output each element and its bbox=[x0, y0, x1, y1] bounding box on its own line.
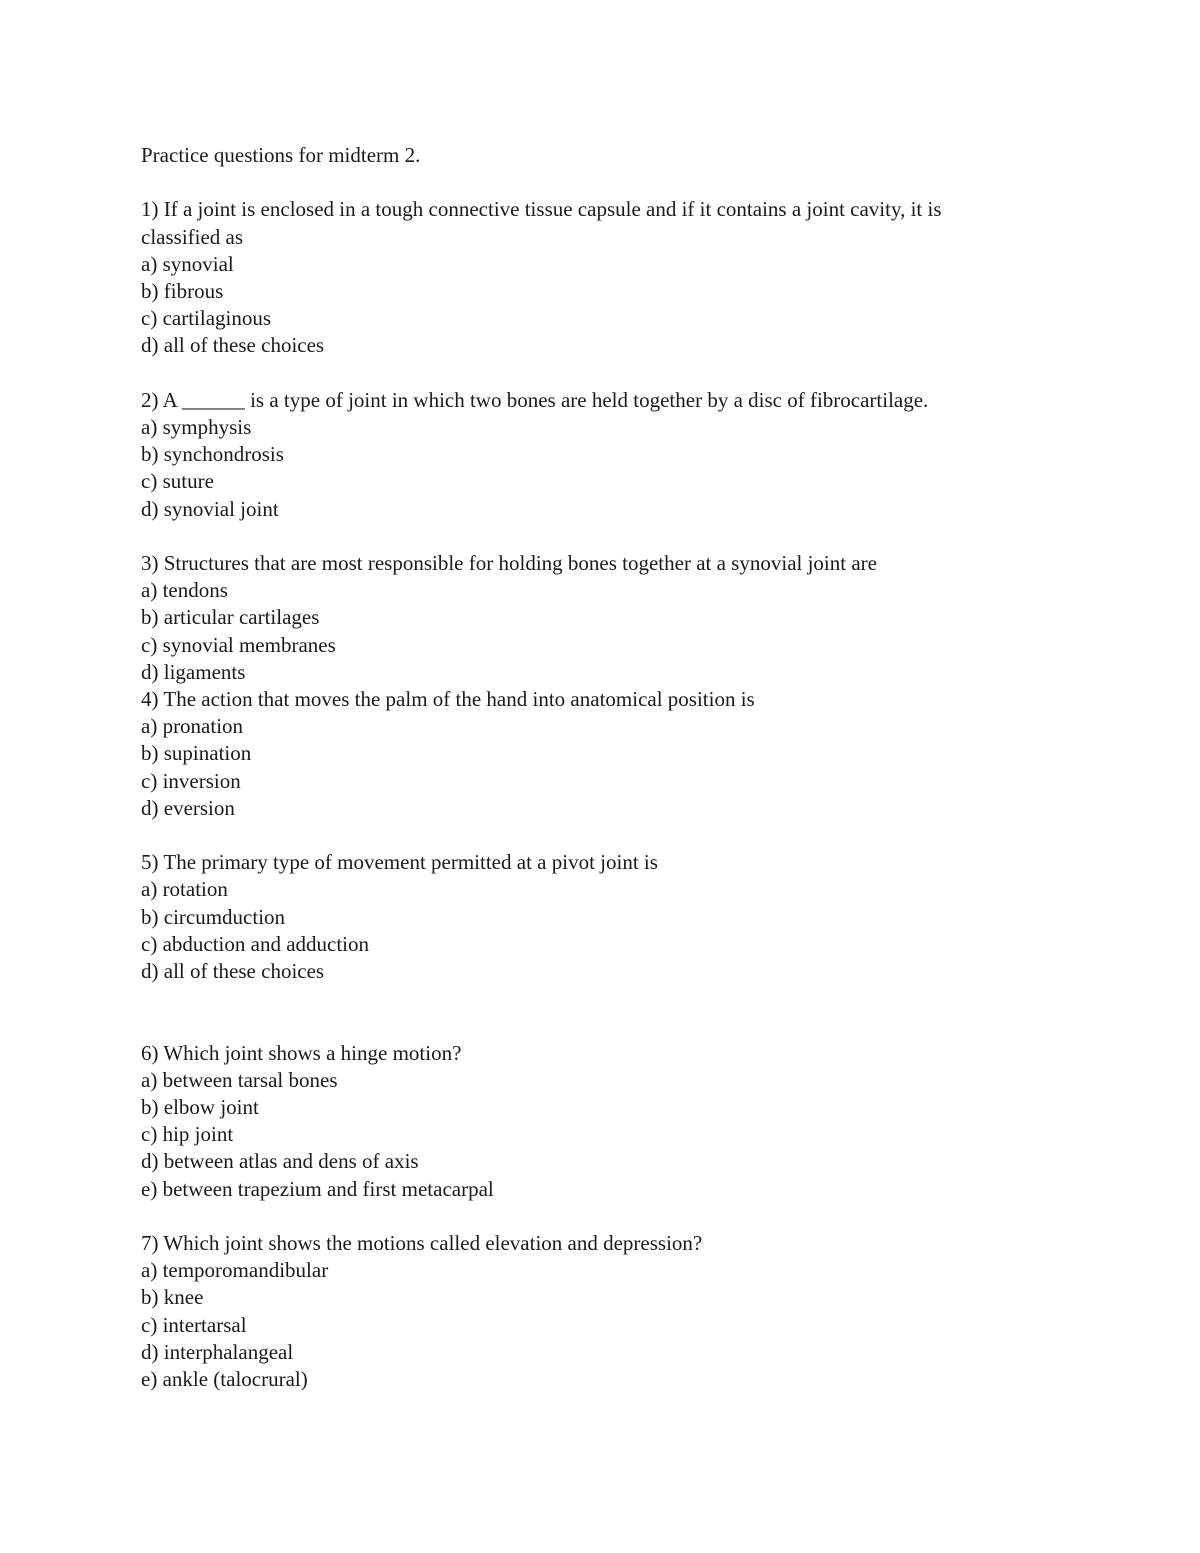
answer-option: c) abduction and adduction bbox=[141, 931, 370, 956]
answer-option: d) synovial joint bbox=[141, 496, 279, 521]
question-stem: 7) Which joint shows the motions called elevation and depression? bbox=[141, 1231, 703, 1256]
question-4 bbox=[141, 686, 1061, 822]
question-stem: 4) The action that moves the palm of the hand into anatomical position is bbox=[141, 687, 755, 712]
page-title: Practice questions for midterm 2. bbox=[141, 143, 421, 167]
question-6 bbox=[141, 1040, 1061, 1203]
answer-option: c) cartilaginous bbox=[141, 306, 272, 331]
answer-option: a) rotation bbox=[141, 877, 228, 902]
question-1 bbox=[141, 196, 1061, 359]
answer-option: b) fibrous bbox=[141, 279, 224, 303]
answer-option: c) intertarsal bbox=[141, 1312, 247, 1337]
question-stem-continued: classified as bbox=[141, 224, 244, 249]
question-stem: 6) Which joint shows a hinge motion? bbox=[141, 1040, 462, 1065]
answer-option: c) hip joint bbox=[141, 1122, 234, 1147]
answer-option: b) circumduction bbox=[141, 904, 286, 929]
answer-option: b) supination bbox=[141, 741, 252, 766]
question-5 bbox=[141, 849, 1061, 985]
question-7 bbox=[141, 1230, 1061, 1393]
question-stem: 2) A ______ is a type of joint in which two bones are held together by a disc of fibrocartilage. bbox=[141, 387, 929, 412]
answer-option: c) suture bbox=[141, 469, 214, 494]
answer-option: d) all of these choices bbox=[141, 333, 325, 358]
answer-option: a) synovial bbox=[141, 251, 234, 276]
question-stem: 1) If a joint is enclosed in a tough connective tissue capsule and if it contains a joint cavity, it is bbox=[141, 197, 942, 222]
answer-option: d) interphalangeal bbox=[141, 1339, 294, 1364]
question-stem: 5) The primary type of movement permitted at a pivot joint is bbox=[141, 850, 658, 875]
answer-option: a) symphysis bbox=[141, 415, 252, 439]
question-3 bbox=[141, 550, 1061, 686]
blank-line bbox=[141, 523, 1061, 550]
question-2 bbox=[141, 387, 1061, 523]
blank-line bbox=[141, 1203, 1061, 1230]
answer-option: a) tendons bbox=[141, 578, 228, 603]
answer-option: b) elbow joint bbox=[141, 1095, 259, 1120]
answer-option: a) temporomandibular bbox=[141, 1258, 329, 1283]
blank-line bbox=[141, 360, 1061, 387]
answer-option: d) ligaments bbox=[141, 659, 246, 684]
answer-option: b) synchondrosis bbox=[141, 442, 284, 467]
answer-option: e) ankle (talocrural) bbox=[141, 1367, 308, 1392]
blank-lines bbox=[141, 985, 1061, 1039]
answer-option: a) between tarsal bones bbox=[141, 1067, 338, 1092]
document-body bbox=[141, 142, 1061, 1393]
answer-option: b) knee bbox=[141, 1285, 204, 1310]
blank-line bbox=[141, 169, 1061, 196]
answer-option: a) pronation bbox=[141, 714, 244, 739]
answer-option: d) eversion bbox=[141, 795, 235, 820]
answer-option: d) between atlas and dens of axis bbox=[141, 1149, 419, 1174]
answer-option: d) all of these choices bbox=[141, 959, 325, 984]
answer-option: b) articular cartilages bbox=[141, 605, 320, 630]
question-stem: 3) Structures that are most responsible for holding bones together at a synovial joint are bbox=[141, 551, 877, 575]
blank-line bbox=[141, 822, 1061, 849]
answer-option: c) inversion bbox=[141, 768, 241, 793]
answer-option: e) between trapezium and first metacarpal bbox=[141, 1176, 494, 1201]
answer-option: c) synovial membranes bbox=[141, 632, 336, 657]
